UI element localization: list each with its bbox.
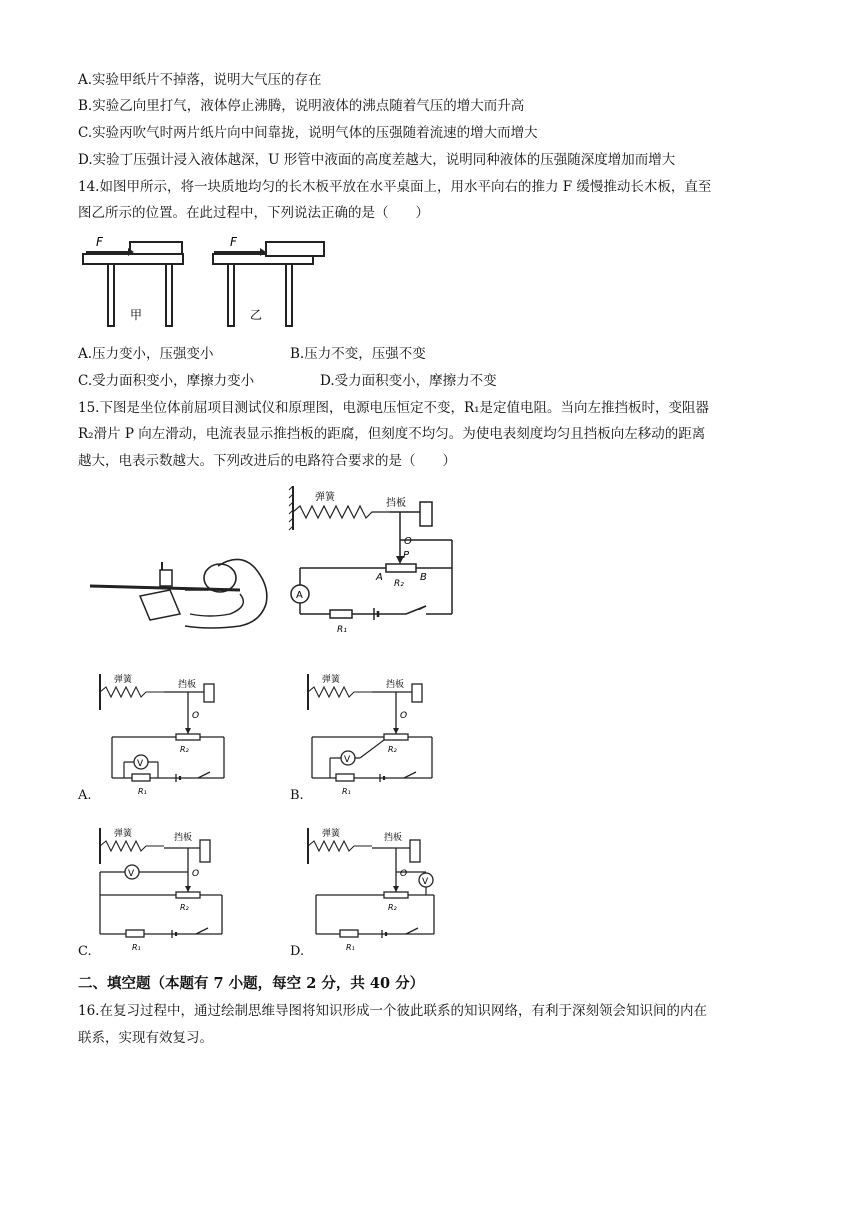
q15-circuit-a (92, 670, 232, 800)
ammeter-label: A (296, 590, 303, 601)
r1-label-c: R₁ (132, 943, 141, 952)
r1-label-b: R₁ (342, 787, 351, 796)
r1-label-d: R₁ (346, 943, 355, 952)
force-label-yi: F (230, 235, 237, 249)
q14-option-a: A.压力变小，压强变小 (78, 346, 214, 362)
a-label: A (376, 572, 383, 583)
o-label-a: O (192, 711, 200, 721)
b-label: B (420, 572, 427, 583)
q15-main-figure (90, 486, 470, 636)
q14-option-b: B.压力不变，压强不变 (290, 346, 426, 362)
r2-label-b: R₂ (388, 745, 397, 754)
q15-option-b-label: B. (290, 788, 304, 803)
caption-yi: 乙 (250, 308, 263, 322)
voltmeter-label-a: V (137, 759, 144, 769)
q14-stem-line2: 图乙所示的位置。在此过程中，下列说法正确的是（ ） (78, 205, 429, 221)
table-jia (83, 235, 183, 326)
p-label: P (403, 550, 410, 561)
q15-stem-line2: R₂滑片 P 向左滑动，电流表显示推挡板的距腐，但刻度不均匀。为使电表刻度均匀且挡板向左移动的距离 (78, 426, 706, 442)
q15-option-c-label: C. (78, 944, 92, 959)
r2-label-a: R₂ (180, 745, 189, 754)
q15-option-d-label: D. (290, 944, 305, 959)
r2-label-c: R₂ (180, 903, 189, 912)
q13-option-c: C.实验丙吹气时两片纸片向中间靠拢，说明气体的压强随着流速的增大而增大 (78, 125, 538, 141)
plate-label-a: 挡板 (178, 680, 197, 690)
voltmeter-label-b: V (344, 755, 351, 765)
o-label-d: O (400, 869, 408, 879)
q15-stem-line3: 越大，电表示数越大。下列改进后的电路符合要求的是（ ） (78, 453, 456, 469)
r1-label-a: R₁ (138, 787, 147, 796)
q16-stem-line1: 16.在复习过程中，通过绘制思维导图将知识形成一个彼此联系的知识网络，有利于深刻领会知识间的内在 (78, 1003, 707, 1019)
q14-option-d: D.受力面积变小，摩擦力不变 (320, 373, 497, 389)
q15-circuit-b (300, 670, 440, 800)
q16-stem-line2: 联系，实现有效复习。 (78, 1030, 213, 1046)
spring-label-c: 弹簧 (114, 829, 133, 839)
plate-label: 挡板 (386, 498, 406, 509)
spring-label-d: 弹簧 (322, 829, 341, 839)
q13-option-a: A.实验甲纸片不掉落，说明大气压的存在 (78, 72, 322, 88)
plate-label-c: 挡板 (174, 833, 193, 843)
original-circuit (289, 486, 452, 635)
voltmeter-label-d: V (422, 877, 429, 887)
q14-stem-line1: 14.如图甲所示，将一块质地均匀的长木板平放在水平桌面上，用水平向右的推力 F 缓慢推动长木板，直至 (78, 179, 712, 195)
spring-label-a: 弹簧 (114, 675, 133, 685)
r2-label: R₂ (394, 579, 404, 589)
q13-option-b: B.实验乙向里打气，液体停止沸腾，说明液体的沸点随着气压的增大而升高 (78, 98, 525, 114)
q15-stem-line1: 15.下图是坐位体前屈项目测试仪和原理图，电源电压恒定不变，R₁是定值电阻。当向左推挡板时，变阻器 (78, 400, 710, 416)
q14-option-c: C.受力面积变小，摩擦力变小 (78, 373, 255, 389)
q15-option-a-label: A. (78, 788, 92, 803)
q13-option-d: D.实验丁压强计浸入液体越深，U 形管中液面的高度差越大，说明同种液体的压强随深度增加而增大 (78, 152, 676, 168)
q14-figure (78, 234, 328, 330)
voltmeter-label-c: V (128, 869, 135, 879)
plate-label-b: 挡板 (386, 680, 405, 690)
sit-and-reach-illustration (90, 559, 267, 628)
o-label-b: O (400, 711, 408, 721)
q15-circuit-d (300, 826, 445, 954)
r2-label-d: R₂ (388, 903, 397, 912)
table-yi (213, 235, 324, 326)
spring-label: 弹簧 (315, 492, 335, 503)
section-2-heading: 二、填空题（本题有 7 小题，每空 2 分，共 40 分） (78, 975, 425, 992)
o-label-c: O (192, 869, 200, 879)
o-label: O (404, 536, 412, 547)
caption-jia: 甲 (130, 308, 143, 322)
q15-circuit-c (92, 826, 232, 954)
r1-label: R₁ (337, 625, 347, 635)
plate-label-d: 挡板 (384, 833, 403, 843)
force-label-jia: F (96, 235, 103, 249)
spring-label-b: 弹簧 (322, 675, 341, 685)
